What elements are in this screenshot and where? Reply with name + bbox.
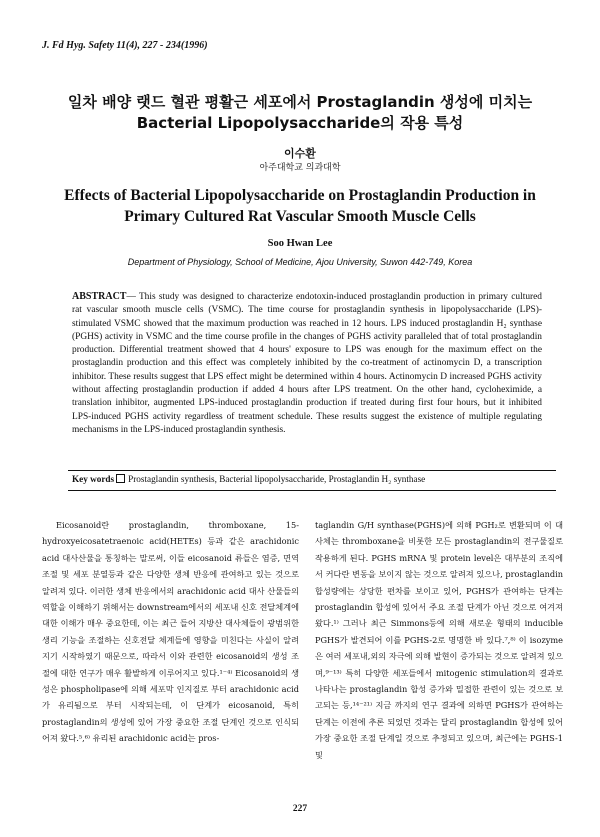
keywords-label: Key words [72,474,115,484]
keywords-top-rule [68,470,556,471]
english-title-line1: Effects of Bacterial Lipopolysaccharide on Prostaglandin Production in [64,187,536,204]
english-author: Soo Hwan Lee [267,238,333,249]
keywords-bottom-rule [68,490,556,491]
body-right-paragraph: taglandin G/H synthase(PGHS)에 의해 PGH₂로 변환되며 이 대사체는 thromboxane을 비롯한 모든 prostaglandin의 전구물질로 작용하게 된다. PGHS mRNA 및 protein level은 대부분의 조직에서 커다란 변동을 보이지 않는 것으로 알려져 있으나, prostaglandin 합성량에는 상당한 편차를 보이고 있어, PGHS가 관여하는 단계는 prostaglandin 합성에 있어서 주요 조절 단계가 아닌 것으로 여겨져 왔다.¹⁾ 그러나 최근 Simmons등에 의해 새로운 형태의 inducible PGHS가 발견되어 이를 PGHS-2로 명명한 바 있다.⁷,⁸⁾ 이 isozyme은 여러 세포내,외의 자극에 의해 발현이 증가되는 것으로 알려져 있으며,⁹⁻¹³⁾ 특히 다양한 세포들에서 mitogenic stimulation의 결과로 나타나는 prostaglandin 합성 증가와 밀접한 관련이 있는 것으로 보고되는 등,¹⁴⁻²¹⁾ 지금 까지의 연구 결과에 의하면 PGHS가 관여하는 단계는 이전에 추론 되었던 것과는 달리 prostaglandin 합성에 있어 가장 중요한 조절 단계일 것으로 추정되고 있으며, 최근에는 PGHS-1 및 [315,520,563,760]
korean-title [30,92,570,134]
page-number: 227 [292,804,308,814]
keywords-text: Prostaglandin synthesis, Bacterial lipopolysaccharide, Prostaglandin H₂ synthase [128,474,426,484]
body-column-left [42,517,299,747]
korean-author: 이수환 [284,147,316,160]
english-title-line2: Primary Cultured Rat Vascular Smooth Muscle Cells [124,208,476,225]
english-title [30,185,570,227]
body-left-paragraph: Eicosanoid란 prostaglandin, thromboxane, 15-hydroxyeicosatetraenoic acid(HETEs) 등과 같은 arachidonic acid 대사산물을 통칭하는 말로써, 이들 eicosanoid 류들은 염증, 면역조절 및 세포 분열등과 같은 다양한 생체 반응에 관여하고 있는 것으로 알려져 있다. 이러한 생체 반응에서의 arachidonic acid 대사 산물들의 역할을 이해하기 위해서는 downstream에서의 세포내 신호 전달체계에 대한 이해가 매우 중요한데, 이는 최근 들어 지방산 대사체들이 광범위한 생리 기능을 조절하는 신호전달 체계들에 영향을 미친다는 사실이 알려지기 시작하였기 때문으로, 따라서 이와 관련한 eicosanoid의 생성 조절에 대한 연구가 매우 활발하게 이루어지고 있다.¹⁻⁴⁾ Eicosanoid의 생성은 phospholipase에 의해 세포막 인지질로 부터 arachidonic acid가 유리됨으로 부터 시작되는데, 이 단계가 eicosanoid, 특히 prostaglandin의 생성에 있어 가장 중요한 조절 단계인 것으로 인식되어져 왔다.⁵,⁶⁾ 유리된 arachidonic acid는 pros- [42,520,299,744]
checkbox-icon [116,474,125,483]
abstract [72,290,542,437]
abstract-text: — This study was designed to characterize endotoxin-induced prostaglandin production in primary cultured rat vascular smooth muscle cells (VSMC). The time course for prostaglandin synthesis in lipopolysaccharide (LPS)-stimulated VSMC showed that the maximum production was reached in 12 hours. LPS induced prostaglandin H₂ synthase (PGHS) activity in VSMC and the time course profile in the changes of PGHS activity paralleled that of total prostaglandin production. Differential treatment showed that 4 hours' exposure to LPS was enough for the maximum effect on the prostaglandin production and this effect was completely inhibited by the co-treatment of actinomycin D, a transcription inhibitor. These results suggest that LPS effect might be determined within 4 hours. Actinomycin D increased PGHS activity without affecting prostaglandin production if added 4 hours after LPS treatment. On the other hand, cycloheximide, a translation inhibitor, augmented LPS-induced prostaglandin production if treated during first four hours, but it inhibited LPS-induced PGHS activity regardless of treatment schedule. These results suggest the existence of multiple regulating mechanisms in the LPS-induced prostaglandin synthesis. [72,292,542,435]
journal-citation: J. Fd Hyg. Safety 11(4), 227 - 234(1996) [42,40,208,51]
keywords [72,474,560,484]
abstract-label: ABSTRACT [72,291,127,302]
korean-affiliation: 아주대학교 의과대학 [259,163,341,173]
korean-title-line1: 일차 배양 랫드 혈관 평활근 세포에서 Prostaglandin 생성에 미치는 [67,93,533,111]
korean-title-line2: Bacterial Lipopolysaccharide의 작용 특성 [136,114,464,132]
english-affiliation: Department of Physiology, School of Medicine, Ajou University, Suwon 442-749, Korea [127,257,473,267]
body-column-right [315,517,563,763]
